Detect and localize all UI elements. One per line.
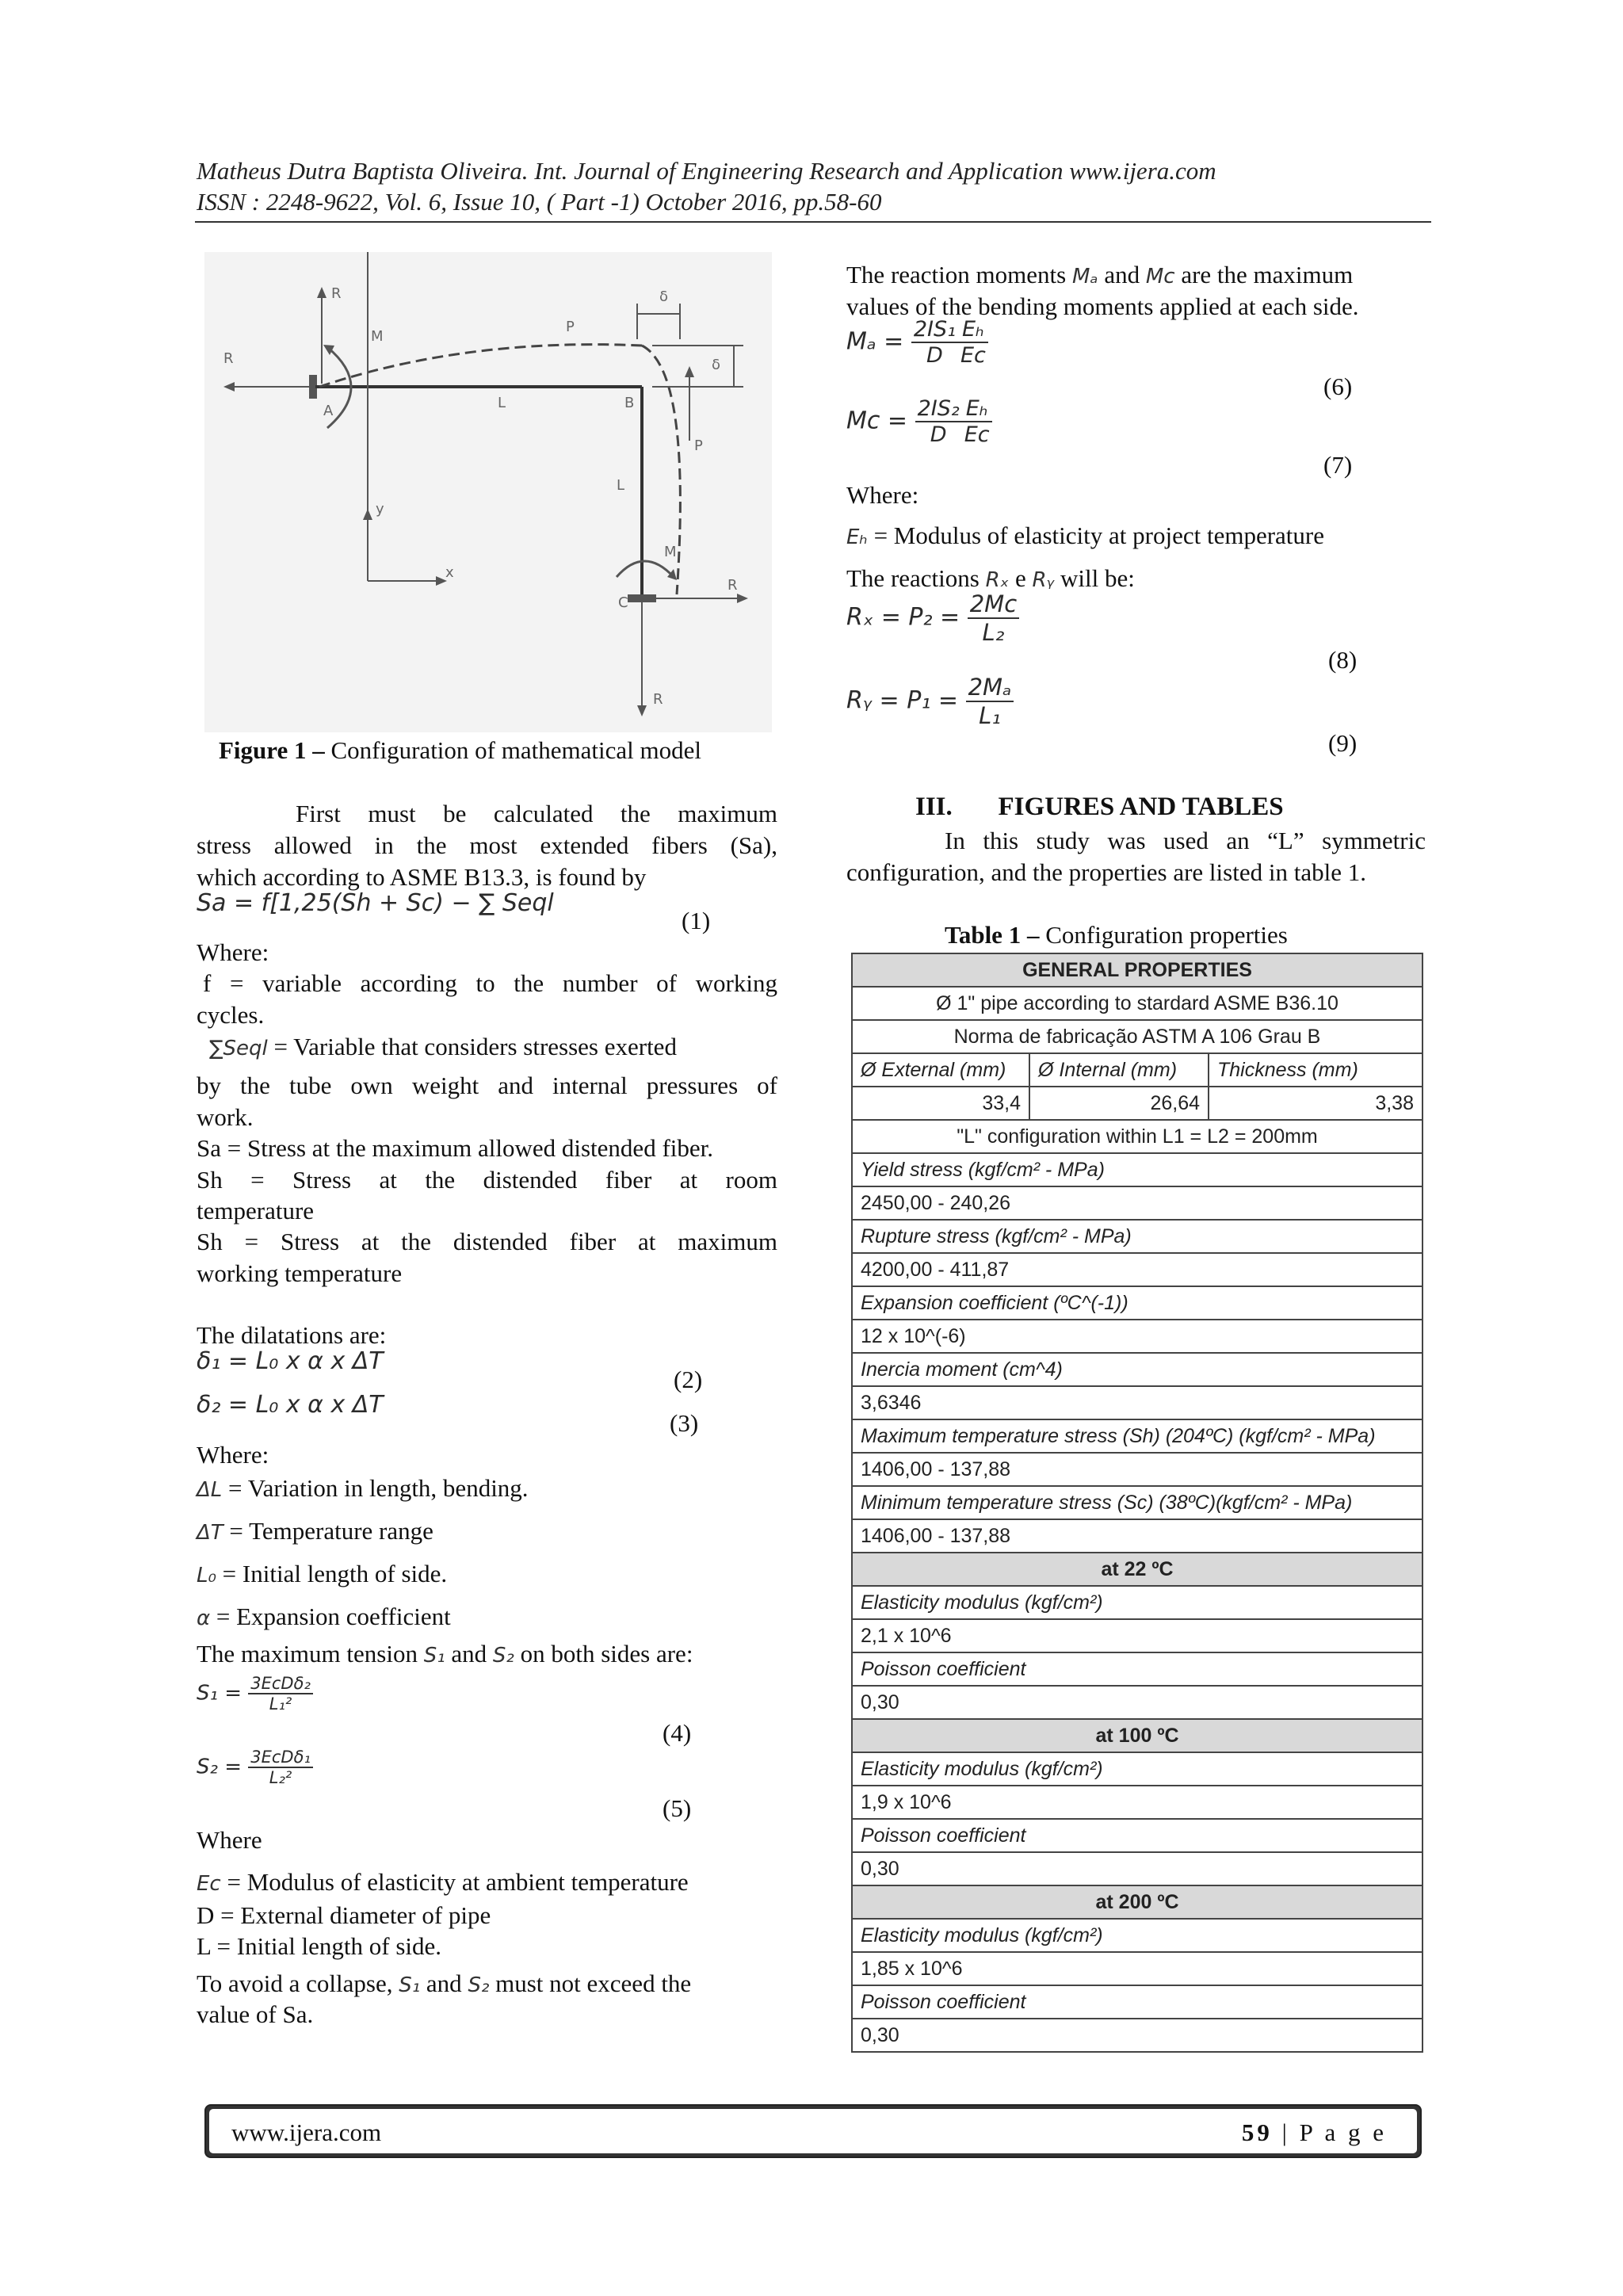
label-x-axis: x [445,564,454,581]
equation-8-number: (8) [1328,646,1358,674]
sh-room-line1: Sh = Stress at the distended fiber at room [197,1166,777,1194]
table-row: Elasticity modulus (kgf/cm²) [851,1585,1423,1620]
table-row: 2450,00 - 240,26 [851,1186,1423,1221]
label-rx-left: R [223,350,234,367]
label-delta2: δ [712,357,721,373]
header-rule [195,221,1431,223]
equation-4-number: (4) [663,1719,692,1747]
section-heading: III. FIGURES AND TABLES [915,793,1284,821]
sa-definition: Sa = Stress at the maximum allowed distended fiber. [197,1134,713,1162]
sh-max-line1: Sh = Stress at the distended fiber at maximum [197,1228,777,1255]
equation-9: Rᵧ = P₁ = $\frac{\text{2Mₐ}}{\text{L₁}}$ [846,674,1014,729]
seql-symbol: ∑Seql [209,1037,268,1060]
equation-6: Mₐ = $\frac{\text{2IS₁}}{D}$ $\frac{\text{Eₕ}}{\text{Eᴄ}}$ [846,317,988,368]
collapse-line1: To avoid a collapse, S₁ and S₂ must not exceed the [197,1969,692,1997]
equation-1: Sa = f[1,25(Sh + Sc) − ∑ Seql [197,889,554,917]
f-definition-line1: f = variable according to the number of working [203,969,777,997]
table-row: Norma de fabricação ASTM A 106 Grau B [851,1019,1423,1054]
page-footer [204,2104,1422,2158]
table-row: 33,4 26,64 3,38 [851,1086,1423,1121]
table-row: Elasticity modulus (kgf/cm²) [851,1752,1423,1786]
equation-6-number: (6) [1323,372,1353,400]
l-definition: L = Initial length of side. [197,1932,442,1960]
eh-definition: Eₕ = Modulus of elasticity at project temperature [846,521,1324,549]
table-row: Ø 1" pipe according to stardard ASME B36.10 [851,986,1423,1021]
delta-l-definition: ΔL = Variation in length, bending. [197,1474,529,1502]
delta-t-definition: ΔT = Temperature range [197,1517,433,1545]
dilatations-intro: The dilatations are: [197,1321,387,1349]
table-row: Expansion coefficient (ºC^(-1)) [851,1286,1423,1320]
table-row: 1,9 x 10^6 [851,1785,1423,1820]
label-p1: P [694,437,703,454]
alpha-symbol: α [197,1606,211,1630]
table-row: Maximum temperature stress (Sh) (204ºC) (kgf/cm² - MPa) [851,1419,1423,1454]
table-row: 1406,00 - 137,88 [851,1452,1423,1487]
table-row: 12 x 10^(-6) [851,1319,1423,1354]
label-l2: L [617,477,625,494]
equation-7-number: (7) [1323,451,1353,479]
table-row: Minimum temperature stress (Sc) (38ºC)(kgf/cm² - MPa) [851,1485,1423,1520]
table-row: GENERAL PROPERTIES [851,953,1423,988]
table-row: 4200,00 - 411,87 [851,1252,1423,1287]
seql-definition-line3: work. [197,1103,254,1131]
table-row: Poisson coefficient [851,1652,1423,1687]
equation-4: S₁ = $\frac{\text{3EᴄDδ₂}}{\text{L₁²}}$ [197,1674,313,1713]
equation-9-number: (9) [1328,729,1358,757]
journal-header-line1: Matheus Dutra Baptista Oliveira. Int. Journal of Engineering Research and Application www.ijera.com [197,157,1216,185]
where-right: Where: [846,481,919,509]
eh-symbol: Eₕ [846,525,868,549]
l0-definition: L₀ = Initial length of side. [197,1560,448,1587]
figure-1-diagram [204,252,772,732]
equation-3: δ₂ = L₀ x α x ΔT [197,1391,384,1419]
table-row: Rupture stress (kgf/cm² - MPa) [851,1219,1423,1254]
l0-symbol: L₀ [197,1564,216,1587]
delta-t-symbol: ΔT [197,1521,223,1545]
label-y-axis: y [376,501,384,518]
label-l1: L [498,395,506,411]
para1-line2: stress allowed in the most extended fibers (Sa), [197,831,777,859]
table-section-row: at 100 ºC [851,1718,1423,1753]
label-ry-bottom: R [653,691,663,708]
delta-l-symbol: ΔL [197,1478,223,1502]
label-c: C [618,594,628,611]
seql-definition-line1: ∑Seql = Variable that considers stresses exerted [209,1033,677,1060]
seql-definition-line2: by the tube own weight and internal pressures of [197,1072,777,1099]
reactions-line: The reactions Rₓ e Rᵧ will be: [846,564,1135,592]
where-2: Where: [197,1441,269,1469]
d-definition: D = External diameter of pipe [197,1901,491,1929]
table-row: Poisson coefficient [851,1818,1423,1853]
ec-symbol: Eᴄ [197,1872,221,1896]
label-mc: M [664,544,677,560]
figure-1-caption: Figure 1 – Configuration of mathematical model [219,736,701,764]
where-3: Where [197,1826,262,1854]
sh-room-line2: temperature [197,1197,315,1224]
label-rx-right: R [727,577,738,594]
alpha-definition: α = Expansion coefficient [197,1603,451,1630]
f-definition-line2: cycles. [197,1001,265,1029]
table-row: 0,30 [851,2018,1423,2053]
para1-line1: First must be calculated the maximum [296,800,777,827]
footer-page-number: 59 | P a g e [1241,2118,1387,2146]
label-ma: M [371,328,384,345]
equation-2-number: (2) [674,1366,703,1393]
label-a: A [323,403,334,419]
equation-5: S₂ = $\frac{\text{3EᴄDδ₁}}{\text{L₂²}}$ [197,1748,313,1787]
table-header-row: Ø External (mm) Ø Internal (mm) Thickness (mm) [851,1052,1423,1087]
collapse-line2: value of Sa. [197,2000,314,2028]
equation-8: Rₓ = P₂ = $\frac{\text{2Mᴄ}}{\text{L₂}}$ [846,590,1019,646]
table-row: Elasticity modulus (kgf/cm²) [851,1918,1423,1953]
table-row: 0,30 [851,1685,1423,1720]
equation-7: Mᴄ = $\frac{\text{2IS₂}}{D}$ $\frac{\text{Eₕ}}{\text{Eᴄ}}$ [846,396,992,447]
table-row: 2,1 x 10^6 [851,1618,1423,1653]
label-b: B [624,395,635,411]
footer-url[interactable]: www.ijera.com [231,2118,382,2146]
table-row: Inercia moment (cm^4) [851,1352,1423,1387]
table-row: 3,6346 [851,1385,1423,1420]
sh-max-line2: working temperature [197,1259,403,1287]
table-row: 1,85 x 10^6 [851,1951,1423,1986]
label-delta1: δ [659,288,669,305]
table-1-caption: Table 1 – Configuration properties [945,921,1288,949]
table-section-row: at 22 ºC [851,1552,1423,1587]
label-p2: P [566,319,575,335]
table-row: 0,30 [851,1851,1423,1886]
figure-background [204,252,772,732]
equation-1-number: (1) [682,907,711,934]
reaction-moments-line2: values of the bending moments applied at each side. [846,292,1359,320]
table-row: 1406,00 - 137,88 [851,1519,1423,1553]
reaction-moments-line1: The reaction moments Mₐ and Mᴄ are the maximum [846,261,1354,288]
where-1: Where: [197,938,269,966]
ec-definition: Eᴄ = Modulus of elasticity at ambient temperature [197,1868,689,1896]
section-intro-line1: In this study was used an “L” symmetric [945,827,1426,854]
label-ry-top: R [331,285,342,302]
table-row: "L" configuration within L1 = L2 = 200mm [851,1119,1423,1154]
equation-3-number: (3) [670,1409,699,1437]
equation-5-number: (5) [663,1794,692,1822]
para1-line3: which according to ASME B13.3, is found by [197,863,647,891]
max-tension-line: The maximum tension S₁ and S₂ on both sides are: [197,1640,693,1668]
equation-2: δ₁ = L₀ x α x ΔT [197,1347,384,1375]
table-row: Poisson coefficient [851,1985,1423,2019]
table-row: Yield stress (kgf/cm² - MPa) [851,1152,1423,1187]
table-section-row: at 200 ºC [851,1885,1423,1920]
section-intro-line2: configuration, and the properties are listed in table 1. [846,858,1366,886]
journal-header-line2: ISSN : 2248-9622, Vol. 6, Issue 10, ( Part -1) October 2016, pp.58-60 [197,188,882,216]
